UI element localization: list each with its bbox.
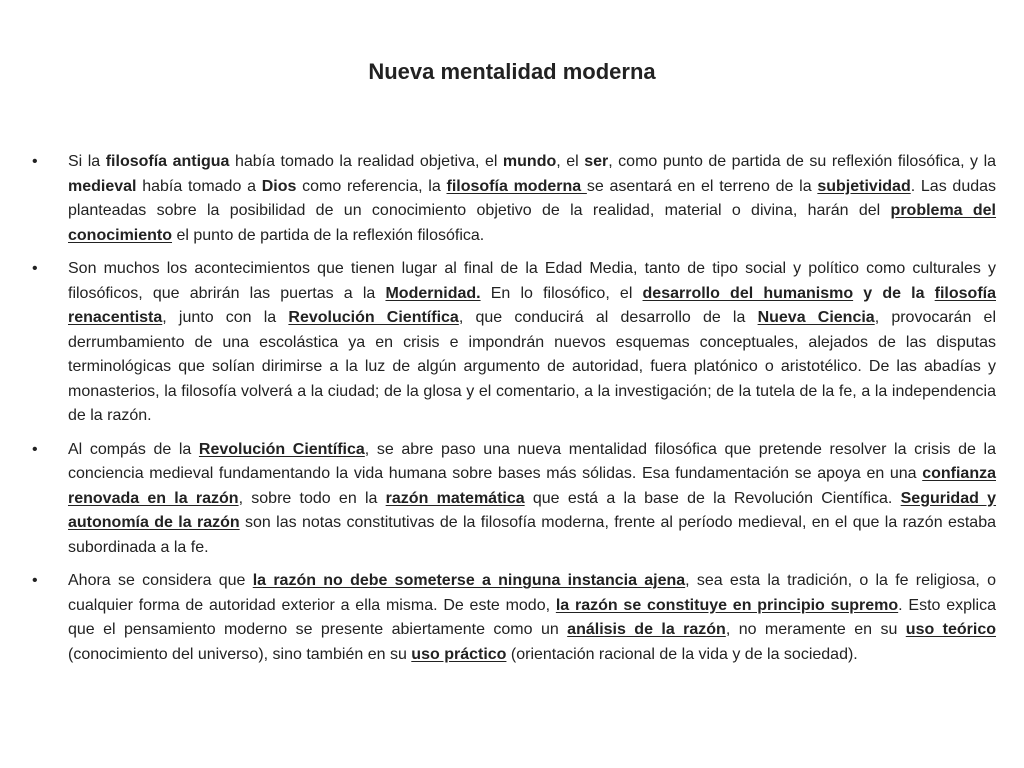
bullet-paragraph xyxy=(30,150,996,248)
text-run: había tomado la realidad objetiva, el xyxy=(229,153,503,170)
text-run: , sobre todo en la xyxy=(238,489,386,507)
emphasized-text: uso teórico xyxy=(905,621,997,638)
emphasized-text: Seguridad y autonomía de la razón xyxy=(68,489,997,531)
bullet-marker: • xyxy=(32,153,38,170)
text-run: Son muchos los acontecimientos que tienen lugar al final de la Edad Media, tanto de tipo social y político como culturales y filosóficos, que abrirán las puertas a la xyxy=(68,260,996,302)
emphasized-text: filosofía renacentista xyxy=(68,284,996,326)
emphasized-text: subjetividad xyxy=(817,177,911,195)
emphasized-text: la razón se constituye en principio supremo xyxy=(555,596,899,614)
text-run: , el xyxy=(556,153,585,170)
emphasized-text: Dios xyxy=(261,177,297,195)
emphasized-text: medieval xyxy=(68,177,137,195)
emphasized-text: Revolución Científica xyxy=(198,440,365,458)
text-run: . Las dudas planteadas sobre la posibilidad de un conocimiento objetivo de la realidad, material o divina, harán del xyxy=(68,177,997,219)
text-run: Si la xyxy=(68,153,106,170)
slide-title: Nueva mentalidad moderna xyxy=(368,59,656,84)
text-run: que está a la base de la Revolución Científica. xyxy=(524,489,901,507)
text-run: se asentará en el terreno de la xyxy=(586,177,818,195)
paragraph-text xyxy=(68,572,996,663)
text-run: (orientación racional de la vida y de la sociedad). xyxy=(506,645,858,663)
emphasized-text: Nueva Ciencia xyxy=(757,309,875,326)
emphasized-text: Revolución Científica xyxy=(288,309,459,326)
emphasized-text: Modernidad. xyxy=(385,284,481,302)
emphasized-text: y de la xyxy=(853,284,935,302)
emphasized-text: problema del conocimiento xyxy=(68,202,997,244)
text-run: son las notas constitutivas de la filosofía moderna, frente al período medieval, en el que la razón estaba subordinada a la fe. xyxy=(68,514,996,556)
emphasized-text: ser xyxy=(584,153,609,170)
emphasized-text: la razón no debe someterse a ninguna instancia ajena xyxy=(252,572,686,589)
text-run: había tomado a xyxy=(136,177,262,195)
text-run: , se abre paso una nueva mentalidad filosófica que pretende resolver la crisis de la conciencia medieval fundamentando la vida humana sobre bases más sólidas. Esa fundamentación se apoya en una xyxy=(68,440,997,482)
text-run: . Esto explica que el pensamiento moderno se presente abiertamente como un xyxy=(68,596,997,638)
bullet-paragraph xyxy=(30,438,996,561)
emphasized-text: análisis de la razón xyxy=(567,621,726,638)
emphasized-text: confianza renovada en la razón xyxy=(68,465,996,507)
text-run: Ahora se considera que xyxy=(68,572,253,589)
paragraph-text xyxy=(68,153,996,244)
text-run: , sea esta la tradición, o la fe religiosa, o cualquier forma de autoridad exterior a ella misma. De este modo, xyxy=(68,572,996,614)
bullet-marker: • xyxy=(32,440,38,458)
text-run: como referencia, la xyxy=(296,177,447,195)
text-run: , provocarán el derrumbamiento de una escolástica ya en crisis e impondrán nuevos esquemas conceptuales, alejados de las disputas terminológicas que solían dirimirse a la luz de algún argumento de autoridad, fuera platónico o aristotélico. De las abadías y monasterios, la filosofía volverá a la ciudad; de la glosa y el comentario, a la investigación; de la tutela de la fe, a la independencia de la razón. xyxy=(68,309,997,424)
bullet-paragraph xyxy=(30,569,996,667)
text-run: Al compás de la xyxy=(68,440,199,458)
emphasized-text: filosofía antigua xyxy=(105,153,230,170)
text-run: (conocimiento del universo), sino también en su xyxy=(68,645,412,663)
text-run: el punto de partida de la reflexión filosófica. xyxy=(172,226,485,244)
text-run: , no meramente en su xyxy=(725,621,906,638)
text-run: , como punto de partida de su reflexión filosófica, y la xyxy=(608,153,997,170)
bullet-marker: • xyxy=(32,260,38,277)
paragraph-text xyxy=(68,441,996,556)
emphasized-text: uso práctico xyxy=(411,645,507,663)
emphasized-text: razón matemática xyxy=(385,489,525,507)
bullet-list xyxy=(30,150,996,676)
paragraph-text xyxy=(68,260,996,424)
bullet-marker: • xyxy=(32,572,38,589)
emphasized-text: desarrollo del humanismo xyxy=(642,284,854,302)
text-run: , junto con la xyxy=(162,309,289,326)
bullet-paragraph xyxy=(30,257,996,429)
emphasized-text: mundo xyxy=(502,153,557,170)
emphasized-text: filosofía moderna xyxy=(446,177,587,195)
text-run: En lo filosófico, el xyxy=(480,284,643,302)
text-run: , que conducirá al desarrollo de la xyxy=(458,309,758,326)
